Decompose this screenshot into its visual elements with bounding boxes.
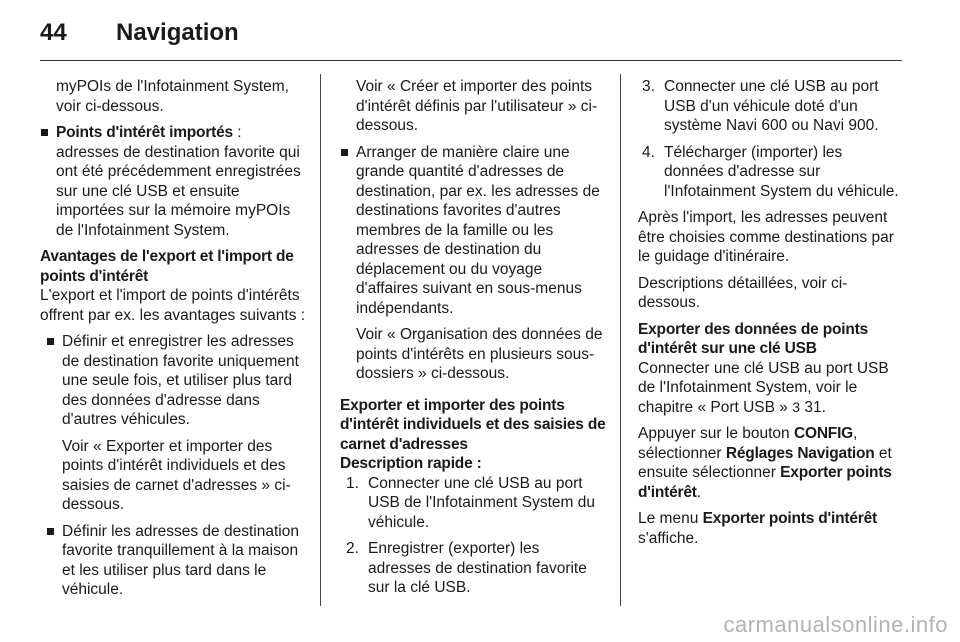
header-rule <box>40 60 902 61</box>
advantages-heading: Avantages de l'export et l'import de points d'intérêt <box>40 248 294 285</box>
page-reference: 31. <box>800 398 826 416</box>
step-2-text: Enregistrer (exporter) les adresses de destination favorite sur la clé USB. <box>368 540 587 596</box>
page-title: Navigation <box>116 19 239 46</box>
menu-name-label: Exporter points d'intérêt <box>702 510 878 527</box>
arrange-text: Arranger de manière claire une grande quantité d'adresses de destination, par ex. les adresses de destinations favorites d'autres membres de la famille ou les adresses de destination du déplacement ou du voyage d'affaires suivant en sous-menus indépendants. <box>356 143 600 317</box>
column-divider-1 <box>320 74 321 606</box>
reglages-navigation-label: Réglages Navigation <box>725 444 875 462</box>
step-4-text: Télécharger (importer) les données d'adresse sur l'Infotainment System du véhicule. <box>664 143 899 200</box>
export-import-heading: Exporter et importer des points d'intérêt individuels et des saisies de carnet d'adresses <box>340 396 606 453</box>
step-2 <box>342 539 606 598</box>
column-3 <box>638 77 904 555</box>
step-4-number: 4. <box>642 143 655 161</box>
arrow-right-icon: 3 <box>792 398 801 415</box>
define-home-text: Définir les adresses de destination favorite tranquillement à la maison et les utiliser plus tard dans le véhicule. <box>62 522 299 598</box>
step-2-number: 2. <box>346 540 359 557</box>
column-divider-2 <box>620 74 621 606</box>
press-pre: Appuyer sur le bouton <box>638 425 794 442</box>
column-1 <box>40 77 306 607</box>
after-import-text: Après l'import, les adresses peuvent être choisies comme destinations par le guidage d'itinéraire. <box>638 209 894 265</box>
details-text: Descriptions détaillées, voir ci-dessous. <box>638 274 848 311</box>
define-once-see: Voir « Exporter et importer des points d'intérêt individuels et des saisies de carnet d'adresses » ci-dessous. <box>62 437 291 513</box>
connect-usb-sentence: Connecter une clé USB au port USB de l'Infotainment System, voir le chapitre « Port USB » <box>638 359 889 416</box>
menu-pre: Le menu <box>638 510 703 527</box>
connect-usb-text <box>638 359 904 418</box>
press-end: . <box>696 483 702 501</box>
bullet-define-home <box>46 522 306 600</box>
define-once-text: Définir et enregistrer les adresses de destination favorite uniquement une seule fois, et utiliser plus tard des données d'adresse dans d'autres véhicules. <box>62 333 299 428</box>
imported-pois-text: : adresses de destination favorite qui ont été précédemment enregistrées sur une clé USB et ensuite importées sur la mémoire myPOIs de l'Infotainment System. <box>56 124 301 239</box>
step-3-text: Connecter une clé USB au port USB d'un véhicule doté d'un système Navi 600 ou Navi 900. <box>664 78 879 134</box>
step-1-text: Connecter une clé USB au port USB de l'Infotainment System du véhicule. <box>368 474 595 531</box>
step-1-number: 1. <box>346 474 359 492</box>
press-mid: , sélectionner <box>638 425 858 462</box>
watermark: carmanualsonline.info <box>723 612 948 637</box>
step-4 <box>638 143 904 202</box>
export-usb-heading: Exporter des données de points d'intérêt sur une clé USB <box>638 320 868 357</box>
imported-pois-label: Points d'intérêt importés <box>56 124 233 141</box>
bullet-define-once <box>46 332 306 515</box>
menu-appears-text <box>638 509 904 548</box>
config-button-label: CONFIG <box>793 425 854 442</box>
press-mid2: et ensuite sélectionner <box>638 444 892 481</box>
exporter-points-label: Exporter points d'intérêt <box>638 464 892 501</box>
advantages-text: L'export et l'import de points d'intérêts offrent par ex. les avantages suivants : <box>40 287 306 324</box>
intro-continuation: myPOIs de l'Infotainment System, voir ci-dessous. <box>56 78 289 115</box>
step-3-number: 3. <box>642 78 655 95</box>
press-config-text <box>638 424 904 502</box>
menu-end: s'affiche. <box>638 529 699 547</box>
bullet-imported-pois <box>40 123 306 240</box>
page-number: 44 <box>40 19 67 46</box>
step-1 <box>342 474 606 533</box>
column-2 <box>340 77 606 605</box>
quick-description-heading: Description rapide : <box>340 455 482 472</box>
step-3 <box>638 77 904 136</box>
quick-steps <box>340 474 606 598</box>
see-create-import: Voir « Créer et importer des points d'intérêt définis par l'utilisateur » ci-dessous. <box>356 78 598 134</box>
arrange-see: Voir « Organisation des données de points d'intérêts en plusieurs sous-dossiers » ci-dessous. <box>356 326 603 382</box>
bullet-arrange <box>340 143 606 384</box>
